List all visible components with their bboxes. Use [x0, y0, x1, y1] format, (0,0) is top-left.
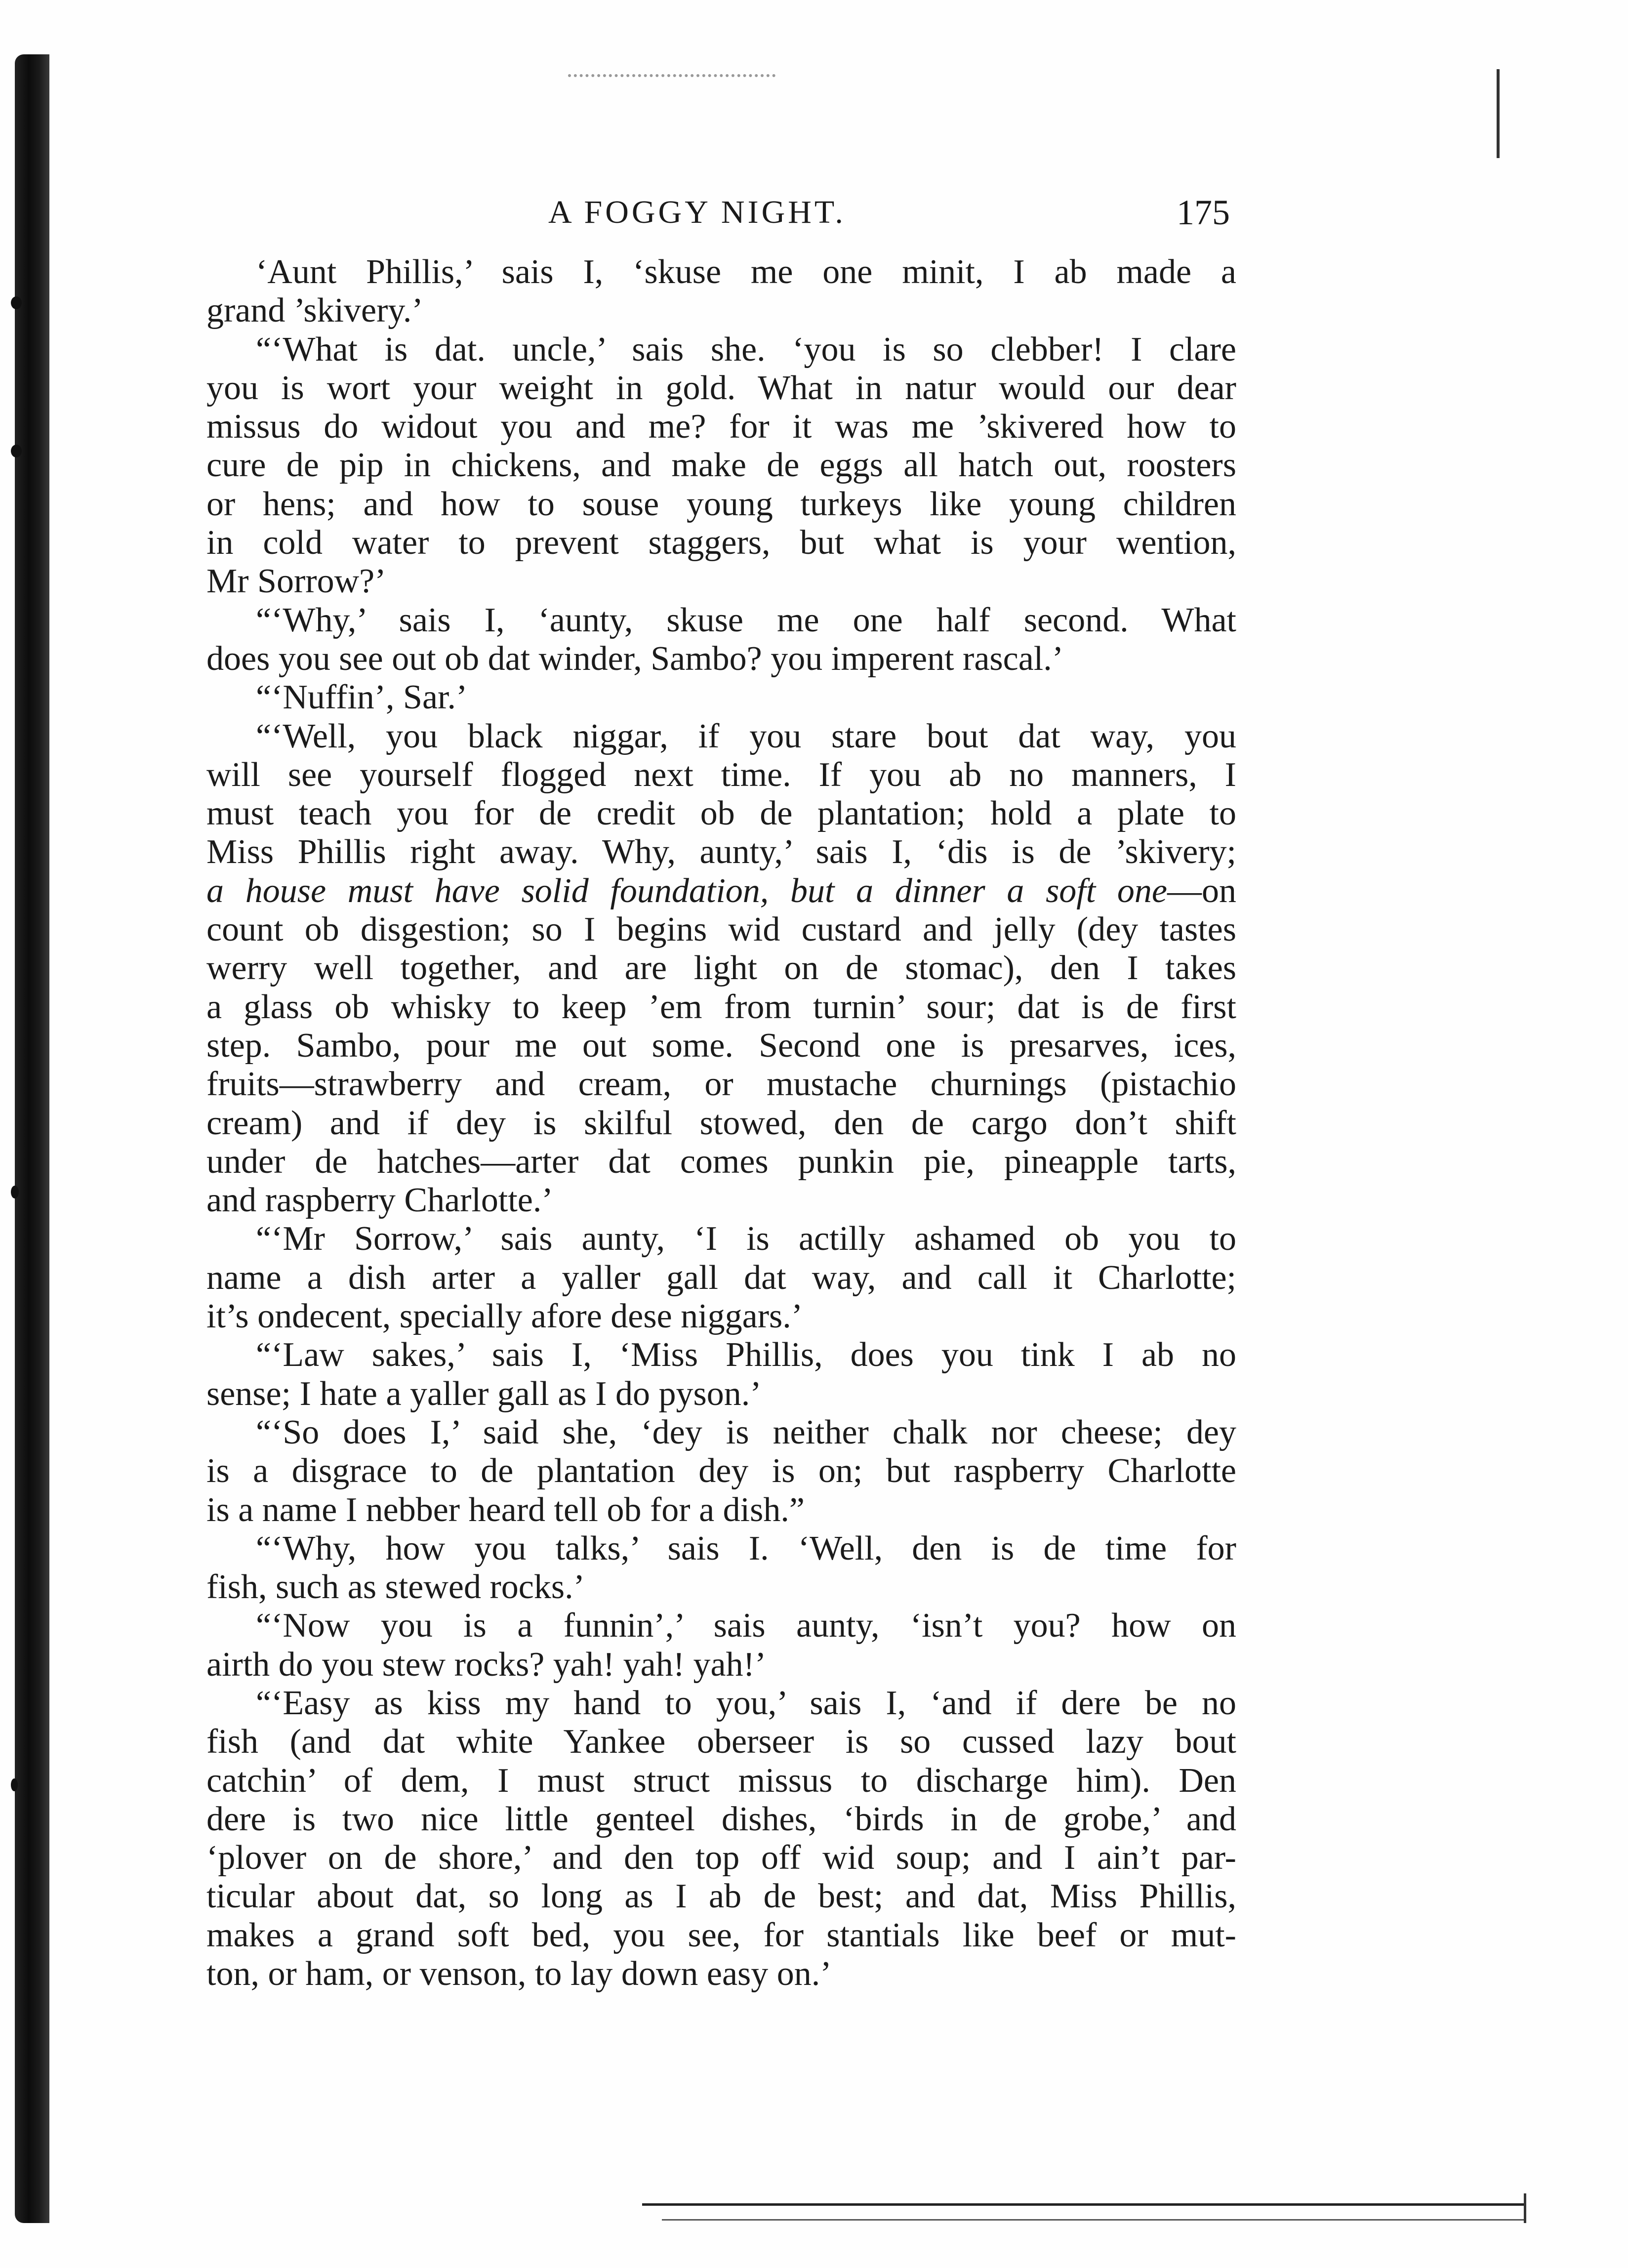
text-line	[206, 1143, 1236, 1181]
line-text: “‘Why,’ sais I, ‘aunty, skuse me one half second. What	[256, 601, 1236, 639]
text-line	[206, 872, 1236, 910]
text-line	[206, 1375, 1236, 1413]
text-line	[206, 562, 1236, 601]
binding-mark	[11, 1778, 18, 1791]
line-text: “‘Law sakes,’ sais I, ‘Miss Phillis, does you tink I ab no	[256, 1336, 1236, 1374]
text-line	[206, 1916, 1236, 1955]
line-text: fish, such as stewed rocks.’	[206, 1568, 585, 1607]
line-text: werry well together, and are light on de stomac), den I takes	[206, 949, 1236, 988]
text-line	[206, 678, 1236, 717]
text-line	[206, 717, 1236, 756]
line-text: ticular about dat, so long as I ab de best; and dat, Miss Phillis,	[206, 1877, 1236, 1916]
text-line	[206, 369, 1236, 408]
text-line	[206, 446, 1236, 485]
text-line	[206, 1104, 1236, 1143]
line-text: missus do widout you and me? for it was me ’skivered how to	[206, 408, 1236, 446]
line-text: sense; I hate a yaller gall as I do pyson.’	[206, 1374, 762, 1413]
text-line	[206, 794, 1236, 833]
text-line	[206, 1259, 1236, 1297]
text-line	[206, 291, 1236, 330]
line-text: name a dish arter a yaller gall dat way, and call it Charlotte;	[206, 1258, 1236, 1297]
line-text: “‘So does I,’ said she, ‘dey is neither chalk nor cheese; dey	[256, 1413, 1236, 1451]
text-line	[206, 1877, 1236, 1916]
text-line	[206, 1762, 1236, 1800]
line-text: —on	[1167, 871, 1236, 910]
bottom-rule	[662, 2219, 1526, 2221]
line-text: makes a grand soft bed, you see, for stantials like beef or mut-	[206, 1916, 1236, 1954]
text-line	[206, 1646, 1236, 1684]
text-line	[206, 524, 1236, 562]
line-text: ton, or ham, or venson, to lay down easy on.’	[206, 1955, 832, 1993]
running-title: A FOGGY NIGHT.	[548, 194, 846, 230]
line-text: airth do you stew rocks? yah! yah! yah!’	[206, 1645, 767, 1684]
italic-phrase: a house must have solid foundation, but a dinner a soft one	[206, 871, 1167, 910]
line-text: fish (and dat white Yankee oberseer is so cussed lazy bout	[206, 1723, 1236, 1761]
text-line	[206, 408, 1236, 446]
line-text: “‘What is dat. uncle,’ sais she. ‘you is so clebber! I clare	[256, 330, 1236, 369]
text-line	[206, 1220, 1236, 1258]
line-text: “‘Why, how you talks,’ sais I. ‘Well, den is de time for	[256, 1529, 1236, 1567]
line-text: ‘plover on de shore,’ and den top off wid soup; and I ain’t par-	[206, 1839, 1236, 1877]
line-text: step. Sambo, pour me out some. Second one is presarves, ices,	[206, 1026, 1236, 1065]
binding-mark	[11, 1186, 19, 1198]
running-header	[212, 190, 1230, 235]
text-line	[206, 1568, 1236, 1607]
line-text: dere is two nice little genteel dishes, ‘birds in de grobe,’ and	[206, 1800, 1236, 1838]
line-text: “‘Mr Sorrow,’ sais aunty, ‘I is actilly ashamed ob you to	[256, 1220, 1236, 1258]
text-line	[206, 1452, 1236, 1490]
text-line	[206, 910, 1236, 949]
text-line	[206, 1065, 1236, 1104]
line-text: “‘Now you is a funnin’,’ sais aunty, ‘isn’t you? how on	[256, 1607, 1236, 1645]
line-text: or hens; and how to souse young turkeys like young children	[206, 485, 1236, 523]
text-line	[206, 949, 1236, 988]
line-text: “‘Easy as kiss my hand to you,’ sais I, ‘and if dere be no	[256, 1684, 1236, 1722]
line-text: catchin’ of dem, I must struct missus to discharge him). Den	[206, 1761, 1236, 1800]
text-line	[206, 1529, 1236, 1568]
line-text: will see yourself flogged next time. If you ab no manners, I	[206, 755, 1236, 794]
line-text: fruits—strawberry and cream, or mustache churnings (pistachio	[206, 1065, 1236, 1104]
line-text: cure de pip in chickens, and make de eggs all hatch out, roosters	[206, 446, 1236, 485]
line-text: it’s ondecent, specially afore dese niggars.’	[206, 1297, 803, 1336]
text-line	[206, 253, 1236, 291]
line-text: count ob disgestion; so I begins wid custard and jelly (dey tastes	[206, 910, 1236, 949]
text-line	[206, 1839, 1236, 1877]
line-text: under de hatches—arter dat comes punkin pie, pineapple tarts,	[206, 1142, 1236, 1181]
body-text	[206, 253, 1236, 1993]
text-line	[206, 485, 1236, 524]
bottom-rule	[642, 2203, 1526, 2206]
line-text: ‘Aunt Phillis,’ sais I, ‘skuse me one minit, I ab made a	[256, 253, 1236, 291]
line-text: Mr Sorrow?’	[206, 562, 386, 601]
line-text: is a name I nebber heard tell ob for a dish.”	[206, 1490, 805, 1529]
line-text: a glass ob whisky to keep ’em from turnin’ sour; dat is de first	[206, 988, 1236, 1026]
text-line	[206, 988, 1236, 1027]
scan-edge-mark	[1497, 69, 1500, 158]
text-line	[206, 1413, 1236, 1452]
binding-mark	[11, 445, 22, 457]
line-text: in cold water to prevent staggers, but what is your wention,	[206, 524, 1236, 562]
line-text: grand ’skivery.’	[206, 291, 423, 330]
binding-edge	[15, 54, 49, 2223]
text-line	[206, 1027, 1236, 1065]
line-text: is a disgrace to de plantation dey is on; but raspberry Charlotte	[206, 1452, 1236, 1490]
text-line	[206, 330, 1236, 369]
text-line	[206, 756, 1236, 794]
text-line	[206, 640, 1236, 678]
text-line	[206, 1491, 1236, 1529]
text-line	[206, 1336, 1236, 1374]
bottom-edge-mark	[1524, 2193, 1526, 2223]
line-text: must teach you for de credit ob de plantation; hold a plate to	[206, 794, 1236, 833]
line-text: Miss Phillis right away. Why, aunty,’ sais I, ‘dis is de ’skivery;	[206, 833, 1236, 871]
page-number: 175	[1177, 193, 1230, 232]
line-text: “‘Nuffin’, Sar.’	[256, 678, 468, 717]
line-text: you is wort your weight in gold. What in natur would our dear	[206, 369, 1236, 407]
line-text: and raspberry Charlotte.’	[206, 1181, 553, 1220]
line-text: “‘Well, you black niggar, if you stare bout dat way, you	[256, 717, 1236, 755]
text-line	[206, 1800, 1236, 1839]
text-line	[206, 1723, 1236, 1761]
text-line	[206, 833, 1236, 871]
text-line	[206, 1181, 1236, 1220]
scan-speckles	[568, 74, 775, 87]
text-line	[206, 1684, 1236, 1723]
text-line	[206, 601, 1236, 640]
line-text: does you see out ob dat winder, Sambo? you imperent rascal.’	[206, 639, 1064, 678]
line-text: cream) and if dey is skilful stowed, den de cargo don’t shift	[206, 1104, 1236, 1142]
text-line	[206, 1607, 1236, 1645]
binding-mark	[11, 296, 22, 309]
text-line	[206, 1297, 1236, 1336]
text-line	[206, 1955, 1236, 1993]
